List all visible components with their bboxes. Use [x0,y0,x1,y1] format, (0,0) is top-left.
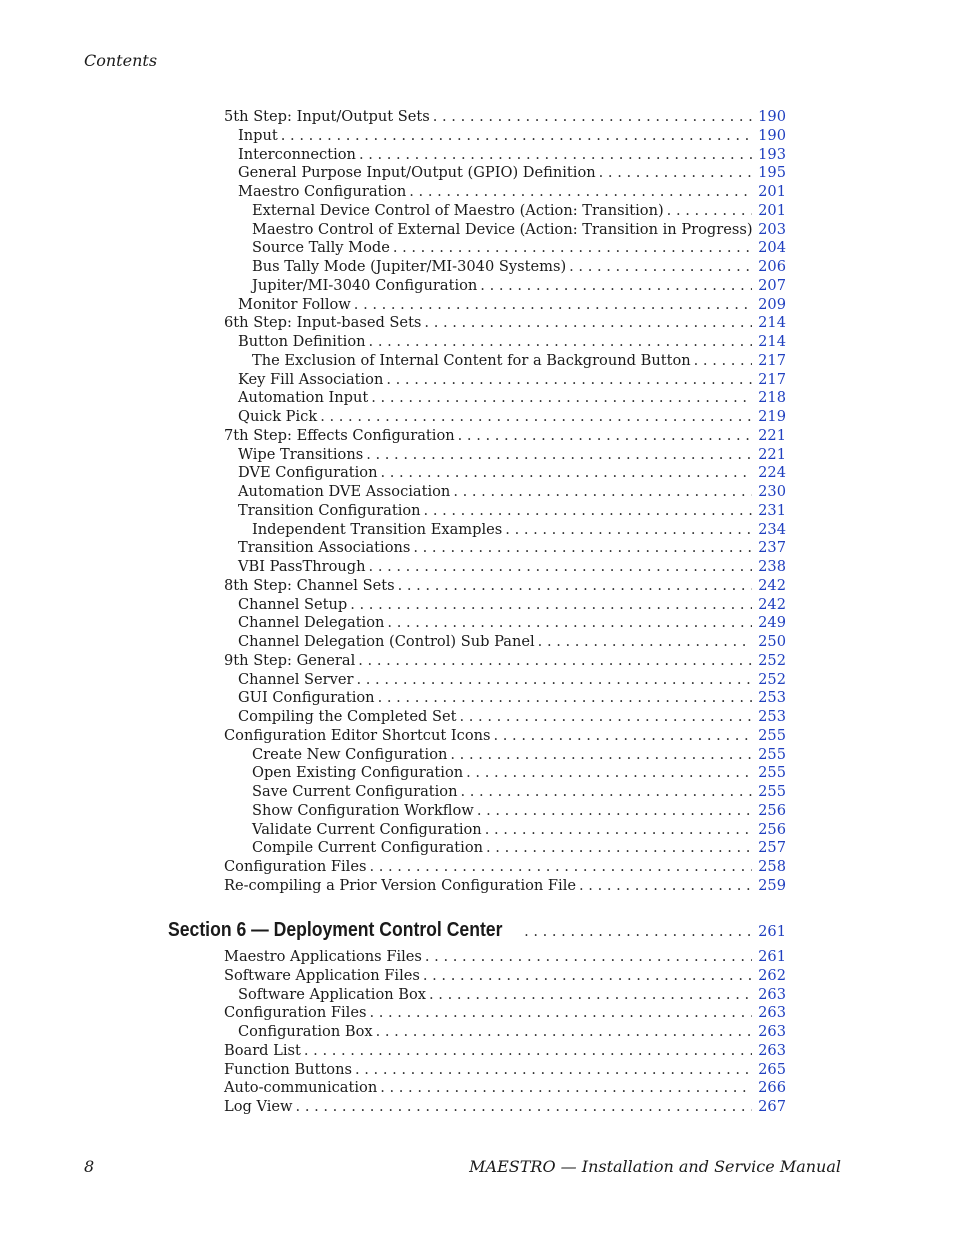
toc-entry[interactable] [238,295,786,314]
toc-entry[interactable] [252,763,786,782]
leader-dots [694,351,752,370]
toc-entry[interactable] [252,351,786,370]
leader-dots [494,726,753,745]
toc-entry[interactable] [238,407,786,426]
toc-entry-page-link[interactable]: 231 [758,501,786,519]
toc-entry-title: 5th Step: Input/Output Sets [224,107,433,126]
toc-entry-page-link[interactable]: 263 [758,1023,786,1040]
leader-dots [386,370,752,389]
toc-entry-title: Interconnection [238,145,359,164]
leader-dots [381,463,753,482]
toc-entry[interactable] [224,651,786,670]
toc-entry-page-link[interactable]: 263 [758,1004,786,1022]
toc-entry[interactable] [252,782,786,801]
leader-dots [369,332,752,351]
toc-entry[interactable] [238,182,786,201]
leader-dots [369,857,752,876]
toc-entry[interactable] [238,332,786,351]
toc-entry-title: Maestro Control of External Device (Action: Transition in Progress) [252,220,756,239]
leader-dots [424,313,752,332]
toc-entry-title: Button Definition [238,332,369,351]
toc-entry[interactable] [224,1060,786,1079]
toc-entry-page-link[interactable]: 193 [758,145,786,163]
toc-entry-page-link[interactable]: 201 [758,201,786,219]
toc-entry-title: Wipe Transitions [238,445,366,464]
toc-entry[interactable] [238,538,786,557]
leader-dots [304,1041,752,1060]
running-head: Contents [84,51,158,70]
toc-entry-page-link[interactable]: 234 [758,520,786,538]
toc-entry[interactable] [252,745,786,764]
toc-entry-title: Automation DVE Association [238,482,453,501]
toc-entry-title: Jupiter/MI-3040 Configuration [252,276,480,295]
toc-entry-page-link[interactable]: 266 [758,1079,786,1097]
toc-entry-title: Channel Server [238,670,356,689]
section-page-link[interactable]: 261 [758,923,786,940]
toc-entry[interactable] [238,145,786,164]
toc-entry-title: Independent Transition Examples [252,520,505,539]
toc-entry-title: General Purpose Input/Output (GPIO) Definition [238,163,599,182]
leader-dots [505,520,752,539]
toc-entry-page-link[interactable]: 195 [758,164,786,182]
toc-entry[interactable] [238,688,786,707]
leader-dots [599,163,752,182]
toc-entry-title: Show Configuration Workflow [252,801,477,820]
toc-entry[interactable] [238,707,786,726]
toc-entry-page-link[interactable]: 255 [758,745,786,763]
leader-dots [424,501,752,520]
toc-entry[interactable] [238,595,786,614]
footer-page-number: 8 [84,1157,95,1176]
toc-entry-title: Validate Current Configuration [252,820,485,839]
toc-entry-title: Configuration Files [224,1003,369,1022]
toc-entry-title: Bus Tally Mode (Jupiter/MI-3040 Systems) [252,257,569,276]
toc-entry-title: Channel Delegation (Control) Sub Panel [238,632,538,651]
toc-entry[interactable] [224,313,786,332]
leader-dots [425,947,752,966]
toc-entry-page-link[interactable]: 224 [758,464,786,482]
toc-entry-page-link[interactable]: 250 [758,633,786,650]
toc-entry-title: Auto-communication [224,1078,380,1097]
toc-entry[interactable] [252,220,786,239]
leader-dots [453,482,752,501]
toc-entry-page-link[interactable]: 249 [758,614,786,632]
leader-dots [538,632,752,651]
toc-entry-title: 7th Step: Effects Configuration [224,426,458,445]
leader-dots [369,1003,752,1022]
toc-entry-title: 8th Step: Channel Sets [224,576,398,595]
toc-entry[interactable] [252,838,786,857]
toc-entry[interactable] [252,801,786,820]
leader-dots [579,876,752,895]
toc-entry-title: Maestro Applications Files [224,947,425,966]
toc-entry[interactable] [238,1022,786,1041]
toc-entry[interactable] [224,947,786,966]
toc-entry-page-link[interactable]: 214 [758,314,786,332]
toc-entry[interactable] [224,966,786,985]
toc-entry-page-link[interactable]: 217 [758,351,786,369]
leader-dots [486,838,752,857]
toc-entry-page-link[interactable]: 204 [758,239,786,257]
toc-entry-title: Channel Delegation [238,613,387,632]
toc-entry-title: Open Existing Configuration [252,763,466,782]
leader-dots [524,923,752,940]
toc-entry-title: 9th Step: General [224,651,358,670]
leader-dots [393,238,752,257]
toc-entry-title: Save Current Configuration [252,782,461,801]
toc-entry-title: Monitor Follow [238,295,354,314]
toc-entry-title: Automation Input [238,388,371,407]
leader-dots [398,576,752,595]
leader-dots [281,126,752,145]
leader-dots [355,1060,752,1079]
toc-entry-page-link[interactable]: 259 [758,876,786,894]
section-title: Section 6 — Deployment Control Center [168,919,503,941]
toc-entry-page-link[interactable]: 190 [758,108,786,125]
toc-entry[interactable] [238,370,786,389]
toc-entry-title: Software Application Files [224,966,423,985]
toc-entry[interactable] [238,126,786,145]
toc-entry[interactable] [224,1041,786,1060]
toc-entry-title: Configuration Editor Shortcut Icons [224,726,494,745]
leader-dots [378,688,752,707]
toc-entry-title: Function Buttons [224,1060,355,1079]
toc-entry[interactable] [238,670,786,689]
leader-dots [354,295,752,314]
toc-entry-page-link[interactable]: 206 [758,258,786,275]
toc-entry-title: Re-compiling a Prior Version Configuration File [224,876,579,895]
toc-entry[interactable] [224,1003,786,1022]
toc-entry[interactable] [238,632,786,651]
toc-entry[interactable] [238,163,786,182]
toc-entry-page-link[interactable]: 242 [758,576,786,594]
leader-dots [461,782,753,801]
toc-entry[interactable] [224,876,786,895]
toc-entry-title: GUI Configuration [238,688,378,707]
leader-dots [480,276,752,295]
toc-entry[interactable] [224,857,786,876]
toc-entry-page-link[interactable]: 256 [758,820,786,838]
leader-dots [371,388,752,407]
toc-entry-page-link[interactable]: 242 [758,595,786,613]
toc-entry-page-link[interactable]: 256 [758,801,786,819]
toc-entry-page-link[interactable]: 217 [758,370,786,388]
toc-entry-page-link[interactable]: 221 [758,445,786,463]
toc-entry-page-link[interactable]: 237 [758,539,786,557]
leader-dots [350,595,752,614]
toc-entry-title: DVE Configuration [238,463,381,482]
toc-entry[interactable] [224,426,786,445]
toc-entry[interactable] [252,201,786,220]
leader-dots [369,557,752,576]
leader-dots [423,966,752,985]
leader-dots [413,538,752,557]
leader-dots [667,201,752,220]
toc-entry-title: Transition Associations [238,538,413,557]
toc-entry-page-link[interactable]: 203 [758,220,786,238]
section-heading-row[interactable] [168,919,786,947]
toc-entry-page-link[interactable]: 207 [758,276,786,294]
leader-dots [366,445,752,464]
leader-dots [429,985,752,1004]
toc-entry-title: Create New Configuration [252,745,450,764]
toc-entry-title: External Device Control of Maestro (Action: Transition) [252,201,667,220]
toc-entry-title: Channel Setup [238,595,350,614]
toc-entry-title: Software Application Box [238,985,429,1004]
leader-dots [376,1022,752,1041]
toc-entry-page-link[interactable]: 262 [758,966,786,984]
toc-entry-page-link[interactable]: 230 [758,483,786,500]
toc-entry[interactable] [252,257,786,276]
toc-entry-page-link[interactable]: 209 [758,295,786,313]
leader-dots [433,107,752,126]
toc-entry-page-link[interactable]: 253 [758,708,786,725]
footer-manual-title: MAESTRO — Installation and Service Manual [469,1157,841,1176]
toc-entry-title: Configuration Files [224,857,369,876]
toc-entry-page-link[interactable]: 265 [758,1060,786,1078]
toc-entry[interactable] [252,238,786,257]
leader-dots [458,426,752,445]
toc-entry-page-link[interactable]: 252 [758,651,786,669]
toc-entry-title: Board List [224,1041,304,1060]
toc-entry-page-link[interactable]: 221 [758,426,786,444]
toc-entry-title: Configuration Box [238,1022,376,1041]
toc-entry[interactable] [224,726,786,745]
toc-entry-title: Log View [224,1097,296,1116]
leader-dots [450,745,752,764]
toc-entry[interactable] [238,501,786,520]
leader-dots [296,1097,752,1116]
toc-entry-page-link[interactable]: 267 [758,1098,786,1115]
toc-entry-page-link[interactable]: 218 [758,389,786,407]
toc-entry-page-link[interactable]: 214 [758,333,786,350]
leader-dots [359,145,752,164]
toc-entry-page-link[interactable]: 219 [758,408,786,425]
toc-entry-page-link[interactable]: 263 [758,1041,786,1059]
toc-entry-title: 6th Step: Input-based Sets [224,313,424,332]
toc-entry-page-link[interactable]: 190 [758,126,786,144]
toc-entry[interactable] [224,576,786,595]
toc-entry-page-link[interactable]: 255 [758,783,786,800]
toc-entry[interactable] [238,613,786,632]
toc-entry-title: Transition Configuration [238,501,424,520]
toc-entry[interactable] [224,1097,786,1116]
toc-entry-title: Quick Pick [238,407,320,426]
toc-entry[interactable] [252,520,786,539]
toc-entry-page-link[interactable]: 255 [758,726,786,744]
toc-entry-title: VBI PassThrough [238,557,369,576]
toc-entry[interactable] [252,276,786,295]
toc-entry-page-link[interactable]: 253 [758,689,786,707]
toc-entry[interactable] [238,557,786,576]
leader-dots [466,763,752,782]
toc-entry-page-link[interactable]: 255 [758,764,786,782]
toc-entry[interactable] [224,1078,786,1097]
toc-entry[interactable] [224,107,786,126]
toc-entry-page-link[interactable]: 252 [758,670,786,688]
toc-entry-page-link[interactable]: 261 [758,948,786,965]
toc-entry-title: Input [238,126,281,145]
leader-dots [387,613,752,632]
toc-entry-title: Source Tally Mode [252,238,393,257]
toc-entry-title: Maestro Configuration [238,182,409,201]
toc-entry-title: The Exclusion of Internal Content for a Background Button [252,351,694,370]
toc-entry-title: Compile Current Configuration [252,838,486,857]
toc-entry[interactable] [238,985,786,1004]
leader-dots [380,1078,752,1097]
toc-entry-page-link[interactable]: 257 [758,839,786,857]
toc-entry-page-link[interactable]: 201 [758,183,786,200]
toc-entry-page-link[interactable]: 263 [758,985,786,1003]
leader-dots [459,707,752,726]
leader-dots [477,801,752,820]
toc-entry-page-link[interactable]: 238 [758,558,786,575]
toc-entry-page-link[interactable]: 258 [758,858,786,875]
leader-dots [356,670,752,689]
toc-entry[interactable] [238,388,786,407]
leader-dots [485,820,752,839]
toc-entry-title: Key Fill Association [238,370,386,389]
toc-entry[interactable] [238,463,786,482]
leader-dots [409,182,752,201]
toc-entry[interactable] [238,482,786,501]
toc-entry-title: Compiling the Completed Set [238,707,459,726]
leader-dots [320,407,752,426]
toc-entry[interactable] [238,445,786,464]
leader-dots [358,651,752,670]
toc-entry[interactable] [252,820,786,839]
leader-dots [569,257,752,276]
